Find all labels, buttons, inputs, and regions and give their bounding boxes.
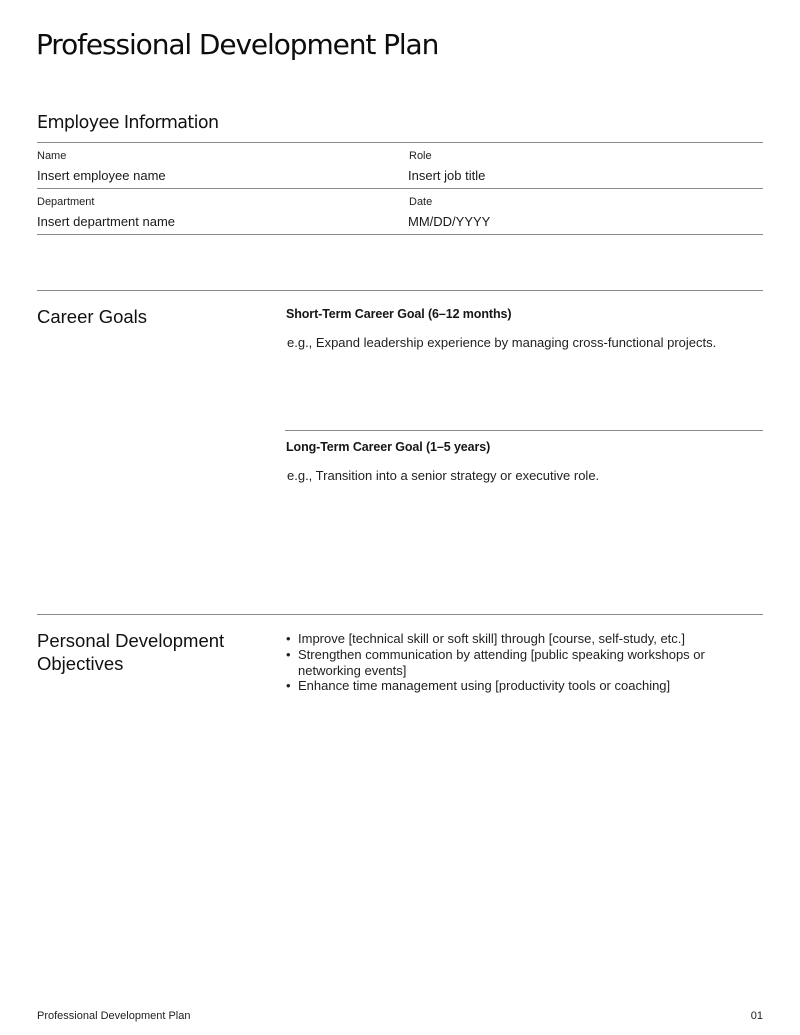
career-goals-heading: Career Goals xyxy=(37,306,148,327)
long-term-goal-text[interactable]: e.g., Transition into a senior strategy or executive role. xyxy=(287,468,600,483)
objective-item[interactable] xyxy=(286,647,718,679)
personal-development-heading-line1: Personal Development xyxy=(37,630,225,651)
document-title: Professional Development Plan xyxy=(36,28,439,61)
employee-info-heading: Employee Information xyxy=(37,113,219,133)
bullet-icon: • xyxy=(286,646,291,662)
name-field[interactable]: Insert employee name xyxy=(37,168,166,183)
personal-development-heading xyxy=(37,629,257,675)
bullet-icon: • xyxy=(286,631,291,646)
objective-text: Strengthen communication by attending [public speaking workshops or networking events] xyxy=(298,646,705,678)
personal-development-divider xyxy=(37,614,763,615)
objective-text: Enhance time management using [productivity tools or coaching] xyxy=(298,678,671,694)
long-term-goal-title: Long-Term Career Goal (1–5 years) xyxy=(286,440,491,454)
page-number: 01 xyxy=(750,1010,763,1022)
role-label: Role xyxy=(409,150,432,162)
objectives-list xyxy=(286,631,736,694)
objective-text: Improve [technical skill or soft skill] through [course, self-study, etc.] xyxy=(298,631,686,646)
footer-label: Professional Development Plan xyxy=(37,1010,191,1022)
name-label: Name xyxy=(37,150,67,162)
department-field[interactable]: Insert department name xyxy=(37,214,176,229)
bullet-icon: • xyxy=(286,678,291,694)
role-field[interactable]: Insert job title xyxy=(408,168,486,183)
objective-item[interactable] xyxy=(286,631,736,647)
objective-item[interactable] xyxy=(286,678,736,694)
career-goals-divider xyxy=(37,290,763,291)
short-term-goal-text[interactable]: e.g., Expand leadership experience by managing cross-functional projects. xyxy=(287,335,717,350)
personal-development-heading-line2: Objectives xyxy=(37,653,124,674)
date-label: Date xyxy=(409,196,433,208)
department-label: Department xyxy=(37,196,95,208)
employee-info-row-divider xyxy=(37,188,763,189)
long-term-goal-divider xyxy=(285,430,763,431)
employee-info-top-divider xyxy=(37,142,763,143)
employee-info-bottom-divider xyxy=(37,234,763,235)
short-term-goal-title: Short-Term Career Goal (6–12 months) xyxy=(286,307,512,321)
date-field[interactable]: MM/DD/YYYY xyxy=(408,214,491,229)
